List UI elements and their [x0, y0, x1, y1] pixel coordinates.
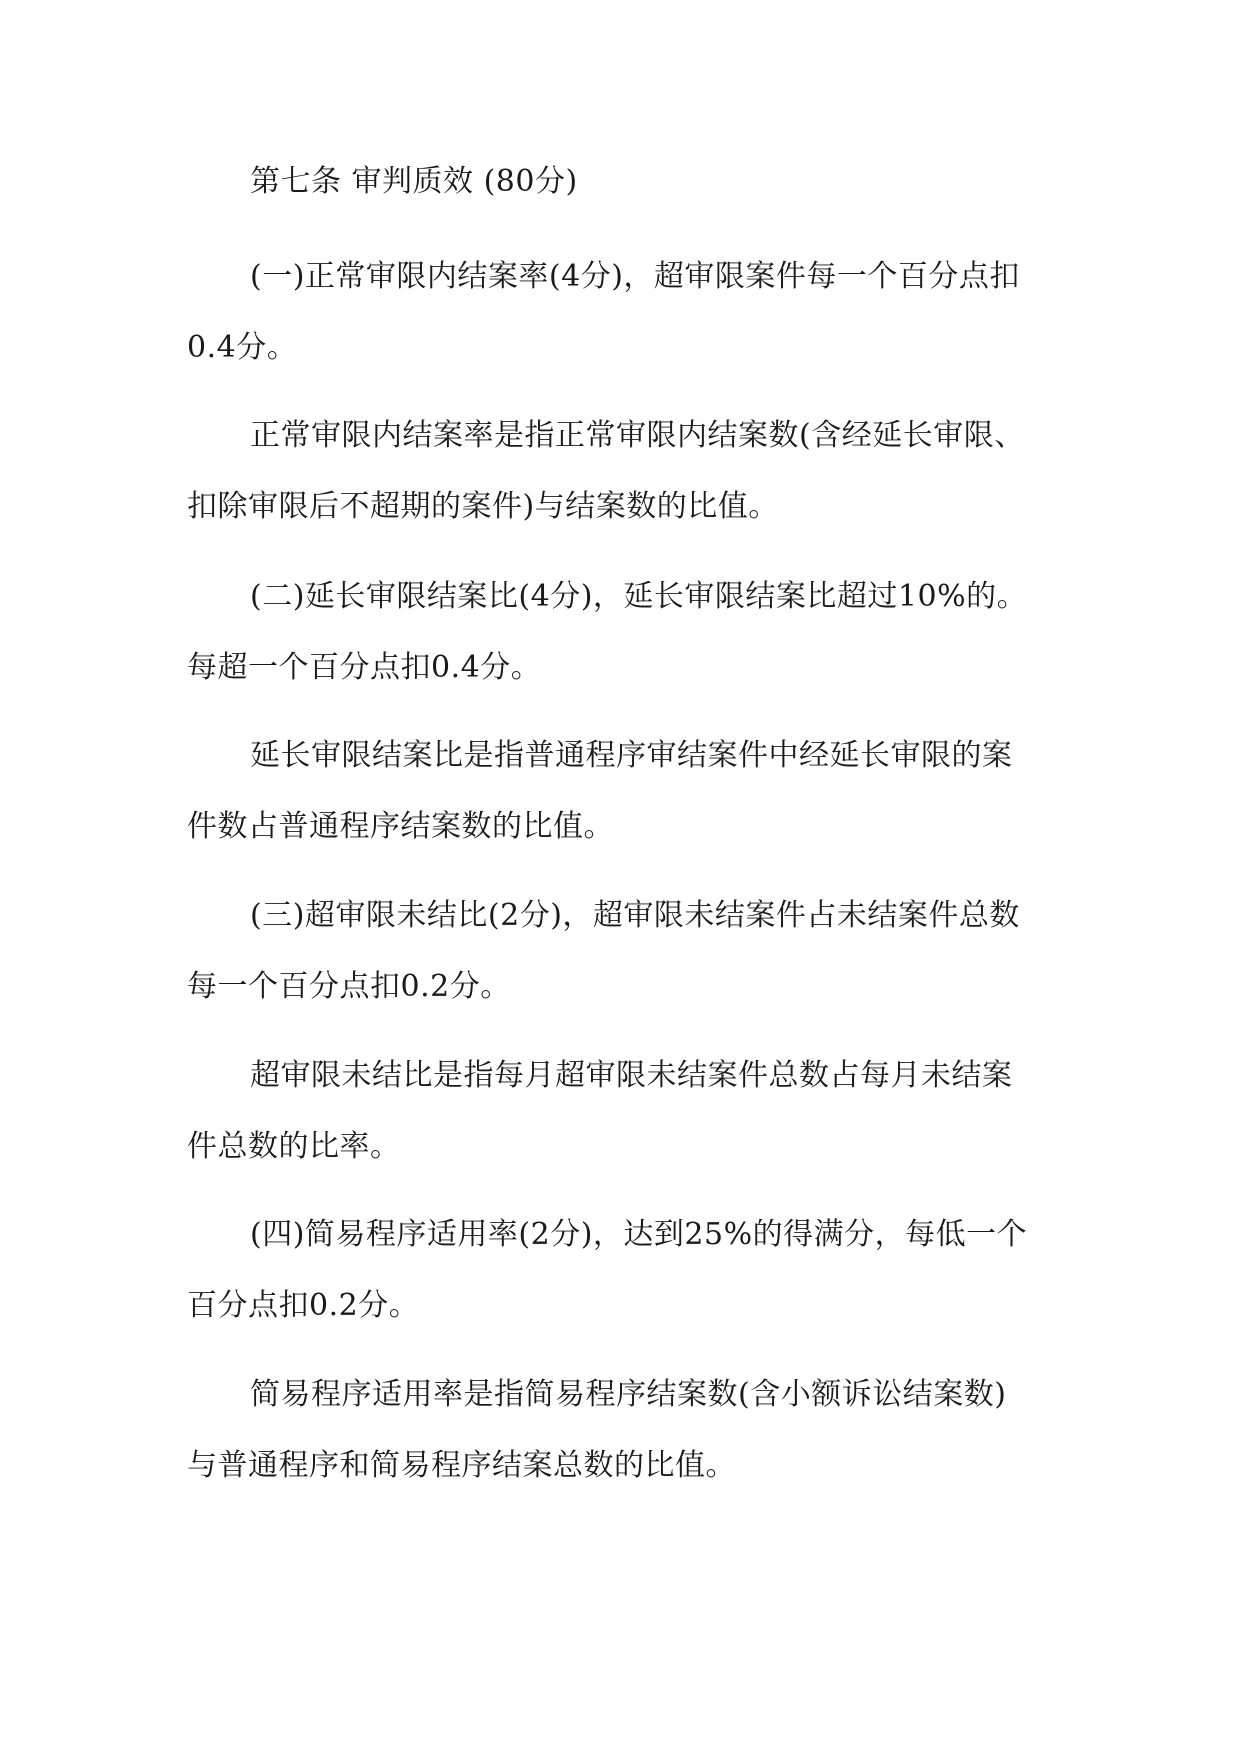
paragraph-line: 与普通程序和简易程序结案总数的比值。	[187, 1448, 736, 1483]
paragraph-definition-3	[187, 1040, 1059, 1182]
paragraph-item-4	[187, 1199, 1059, 1341]
paragraph-definition-1	[187, 400, 1059, 542]
paragraph-line: 件总数的比率。	[187, 1129, 401, 1164]
heading-text: 第七条 审判质效 (80分)	[250, 164, 578, 199]
paragraph-item-1	[187, 241, 1059, 383]
paragraph-line: 百分点扣0.2分。	[187, 1288, 420, 1323]
article-heading	[187, 146, 1059, 217]
paragraph-line: 延长审限结案比是指普通程序审结案件中经延长审限的案	[250, 738, 1013, 773]
paragraph-line: (一)正常审限内结案率(4分)，超审限案件每一个百分点扣	[250, 259, 1020, 294]
paragraph-line: 超审限未结比是指每月超审限未结案件总数占每月未结案	[250, 1058, 1013, 1093]
paragraph-item-3	[187, 880, 1059, 1022]
paragraph-definition-4	[187, 1359, 1059, 1501]
paragraph-line: (四)简易程序适用率(2分)，达到25%的得满分，每低一个	[250, 1217, 1028, 1252]
paragraph-line: (二)延长审限结案比(4分)，延长审限结案比超过10%的。	[250, 579, 1028, 614]
paragraph-line: 0.4分。	[187, 330, 298, 365]
paragraph-line: 扣除审限后不超期的案件)与结案数的比值。	[187, 489, 779, 524]
paragraph-line: 简易程序适用率是指简易程序结案数(含小额诉讼结案数)	[250, 1377, 1007, 1412]
paragraph-line: (三)超审限未结比(2分)，超审限未结案件占未结案件总数	[250, 898, 1020, 933]
paragraph-line: 每超一个百分点扣0.4分。	[187, 650, 542, 685]
paragraph-definition-2	[187, 720, 1059, 862]
paragraph-line: 每一个百分点扣0.2分。	[187, 969, 511, 1004]
paragraph-line: 正常审限内结案率是指正常审限内结案数(含经延长审限、	[250, 418, 1025, 453]
paragraph-line: 件数占普通程序结案数的比值。	[187, 809, 614, 844]
paragraph-item-2	[187, 561, 1059, 703]
